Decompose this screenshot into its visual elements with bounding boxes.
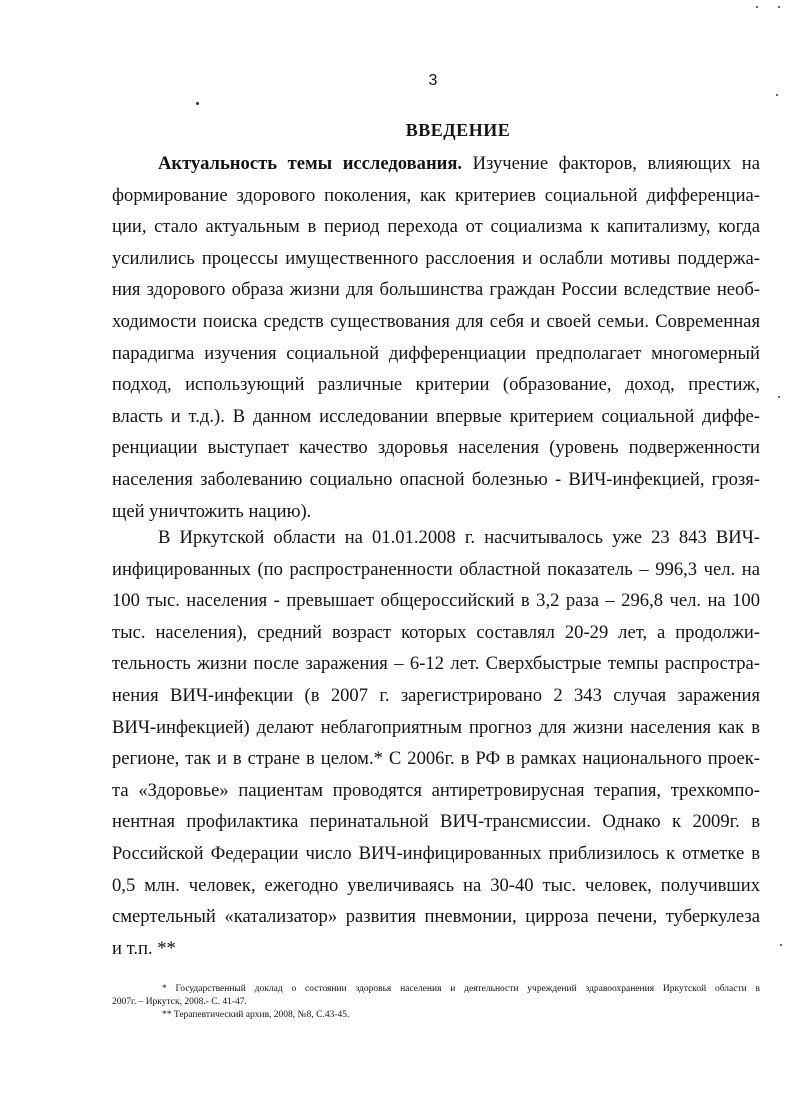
paragraph-line: регионе, так и в стране в целом.* С 2006г. в РФ в рамках национального проек- (112, 748, 760, 770)
paragraph-line: усилились процессы имущественного расслоения и ослабли мотивы поддержа- (112, 247, 760, 269)
footnotes (112, 983, 760, 1022)
paragraph-line: населения заболеванию социально опасной болезнью - ВИЧ-инфекцией, грозя- (112, 468, 760, 490)
scan-speck (776, 94, 778, 96)
scan-speck (196, 102, 199, 105)
section-heading: ВВЕДЕНИЕ (405, 120, 511, 140)
paragraph-line: ренциации выступает качество здоровья населения (уровень подверженности (112, 437, 760, 459)
paragraph-line: В Иркутской области на 01.01.2008 г. насчитывалось уже 23 843 ВИЧ- (158, 527, 760, 548)
paragraph-line: подход, использующий различные критерии (образование, доход, престиж, (112, 374, 760, 396)
lead-phrase: Актуальность темы исследования. (158, 153, 463, 174)
paragraph-line (112, 148, 760, 180)
paragraph-line: 0,5 млн. человек, ежегодно увеличиваясь на 30-40 тыс. человек, получивших (112, 874, 760, 896)
paragraph-line: ходимости поиска средств существования для себя и своей семьи. Современная (112, 310, 760, 332)
paragraph-line: и т.п. ** (112, 937, 176, 959)
paragraph-line: смертельный «катализатор» развития пневмонии, цирроза печени, туберкулеза (112, 906, 760, 928)
footnote-1-line-2: 2007г. – Иркутск, 2008.- С. 41-47. (112, 997, 247, 1007)
paragraph-relevance (112, 148, 760, 527)
scan-speck (756, 6, 758, 8)
scan-speck (778, 6, 780, 8)
paragraph-line: формирование здорового поколения, как критериев социальной дифференциа- (112, 184, 760, 206)
paragraph-line: Российской Федерации число ВИЧ-инфицированных приблизилось к отметке в (112, 842, 760, 864)
paragraph-line: власть и т.д.). В данном исследовании впервые критерием социальной диффе- (112, 405, 760, 427)
paragraph-irkutsk-stats (112, 522, 760, 964)
paragraph-line: нения ВИЧ-инфекции (в 2007 г. зарегистрировано 2 343 случая заражения (112, 684, 760, 706)
paragraph-line: та «Здоровье» пациентам проводятся антиретровирусная терапия, трехкомпо- (112, 779, 760, 801)
paragraph-line: щей уничтожить нацию). (112, 500, 312, 522)
scan-speck (780, 944, 782, 946)
paragraph-line: 100 тыс. населения - превышает общероссийский в 3,2 раза – 296,8 чел. на 100 (112, 590, 760, 612)
paragraph-line: ния здорового образа жизни для большинства граждан России вследствие необ- (112, 279, 760, 301)
page-number: 3 (428, 72, 438, 89)
footnote-2: ** Терапевтический архив, 2008, №8, С.43-45. (162, 1010, 350, 1020)
paragraph-line: тельность жизни после заражения – 6-12 лет. Сверхбыстрые темпы распростра- (112, 653, 760, 675)
paragraph-line-text: Изучение факторов, влияющих на (462, 153, 760, 174)
paragraph-line: тыс. населения), средний возраст которых составлял 20-29 лет, а продолжи- (112, 621, 760, 643)
paragraph-line: нентная профилактика перинатальной ВИЧ-трансмиссии. Однако к 2009г. в (112, 811, 760, 833)
paragraph-line: инфицированных (по распространенности областной показатель – 996,3 чел. на (112, 558, 760, 580)
footnote-1-line-1: * Государственный доклад о состоянии здоровья населения и деятельности учреждений здравоохранения Иркутской области в (162, 984, 760, 994)
scan-speck (778, 396, 780, 398)
paragraph-line: ВИЧ-инфекцией) делают неблагоприятным прогноз для жизни населения как в (112, 716, 760, 738)
paragraph-line: ции, стало актуальным в период перехода от социализма к капитализму, когда (112, 216, 760, 238)
paragraph-line: парадигма изучения социальной дифференциации предполагает многомерный (112, 342, 760, 364)
